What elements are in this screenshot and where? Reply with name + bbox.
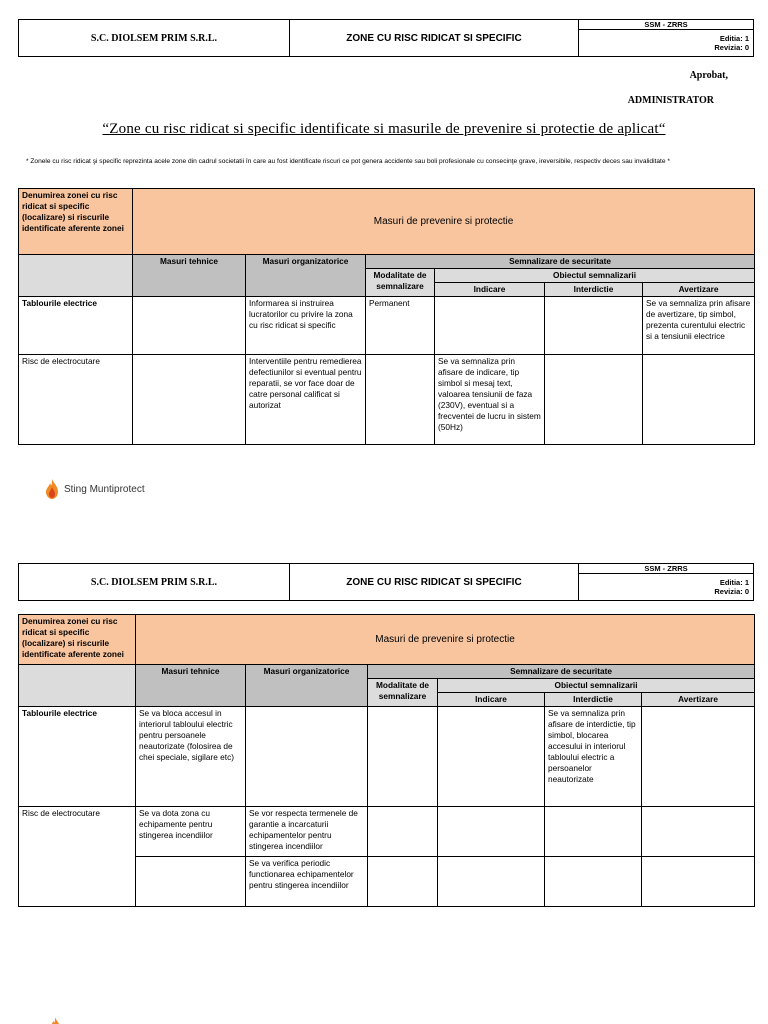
zone-cell: Risc de electrocutare xyxy=(19,355,133,445)
edition: Editia: 1 xyxy=(719,578,749,587)
organizational-header: Masuri organizatorice xyxy=(246,255,366,297)
modality-header: Modalitate de semnalizare xyxy=(368,679,438,707)
empty-header-cell xyxy=(19,665,136,707)
zone-cell: Tablourile electrice xyxy=(19,707,136,807)
modality-cell xyxy=(368,807,438,857)
indication-cell xyxy=(435,297,545,355)
organizational-cell xyxy=(246,707,368,807)
modality-cell: Permanent xyxy=(366,297,435,355)
warning-cell xyxy=(643,355,755,445)
prohibition-cell xyxy=(545,807,642,857)
revision: Revizia: 0 xyxy=(714,43,749,52)
edition-revision xyxy=(579,30,754,57)
company-name: S.C. DIOLSEM PRIM S.R.L. xyxy=(19,20,290,57)
signaling-header: Semnalizare de securitate xyxy=(366,255,755,269)
prohibition-header: Interdictie xyxy=(545,283,643,297)
company-logo-partial xyxy=(48,1016,62,1024)
warning-cell xyxy=(642,707,755,807)
technical-cell xyxy=(136,857,246,907)
zone-header: Denumirea zonei cu risc ridicat si specific (localizare) si riscurile identificate aferente zonei xyxy=(19,615,136,665)
approved-label: Aprobat, xyxy=(689,70,728,81)
flame-icon xyxy=(44,478,60,500)
technical-cell: Se va dota zona cu echipamente pentru stingerea incendiilor xyxy=(136,807,246,857)
warning-header: Avertizare xyxy=(642,693,755,707)
document-header xyxy=(18,19,754,57)
approver-role: ADMINISTRATOR xyxy=(627,95,714,106)
table-row xyxy=(19,807,755,857)
logo-text: Sting Muntiprotect xyxy=(64,483,145,495)
company-logo xyxy=(44,478,145,500)
modality-cell xyxy=(368,857,438,907)
prohibition-cell: Se va semnaliza prin afisare de interdictie, tip simbol, blocarea accesului in interiorul tabloului electric a persoanelor neautorizate xyxy=(545,707,642,807)
modality-cell xyxy=(368,707,438,807)
object-header: Obiectul semnalizarii xyxy=(435,269,755,283)
technical-header: Masuri tehnice xyxy=(136,665,246,707)
technical-cell xyxy=(133,355,246,445)
indication-cell: Se va semnaliza prin afisare de indicare, tip simbol si mesaj text, valoarea tensiunii de faza (230V), eventual si a frecventei de lucru in sistem (50Hz) xyxy=(435,355,545,445)
empty-header-cell xyxy=(19,255,133,297)
indication-header: Indicare xyxy=(438,693,545,707)
document-title: ZONE CU RISC RIDICAT SI SPECIFIC xyxy=(290,20,579,57)
technical-cell xyxy=(133,297,246,355)
table-row xyxy=(19,355,755,445)
indication-header: Indicare xyxy=(435,283,545,297)
risk-table-2 xyxy=(18,614,755,907)
zone-cell: Tablourile electrice xyxy=(19,297,133,355)
modality-header: Modalitate de semnalizare xyxy=(366,269,435,297)
document-title: ZONE CU RISC RIDICAT SI SPECIFIC xyxy=(290,564,579,601)
organizational-cell: Se va verifica periodic functionarea echipamentelor pentru stingerea incendiilor xyxy=(246,857,368,907)
table-row xyxy=(19,707,755,807)
revision: Revizia: 0 xyxy=(714,587,749,596)
modality-cell xyxy=(366,355,435,445)
organizational-header: Masuri organizatorice xyxy=(246,665,368,707)
measures-header: Masuri de prevenire si protectie xyxy=(136,615,755,665)
technical-header: Masuri tehnice xyxy=(133,255,246,297)
object-header: Obiectul semnalizarii xyxy=(438,679,755,693)
footnote: * Zonele cu risc ridicat şi specific reprezinta acele zone din cadrul societatii în care au fost identificate riscuri ce pot genera accidente sau boli profesionale cu consecinţe grave, ireversibile, respectiv deces sau invaliditate * xyxy=(26,158,670,165)
zone-cell: Risc de electrocutare xyxy=(19,807,136,907)
organizational-cell: Se vor respecta termenele de garantie a incarcaturii echipamentelor pentru stingerea incendiilor xyxy=(246,807,368,857)
flame-icon xyxy=(48,1016,62,1024)
organizational-cell: Informarea si instruirea lucratorilor cu privire la zona cu risc ridicat si specific xyxy=(246,297,366,355)
warning-cell xyxy=(642,857,755,907)
edition: Editia: 1 xyxy=(719,34,749,43)
document-code: SSM - ZRRS xyxy=(579,564,754,574)
zone-header: Denumirea zonei cu risc ridicat si specific (localizare) si riscurile identificate aferente zonei xyxy=(19,189,133,255)
indication-cell xyxy=(438,707,545,807)
measures-header: Masuri de prevenire si protectie xyxy=(133,189,755,255)
document-header-page-2 xyxy=(18,563,754,601)
edition-revision xyxy=(579,574,754,601)
indication-cell xyxy=(438,807,545,857)
risk-table-1 xyxy=(18,188,755,445)
document-code: SSM - ZRRS xyxy=(579,20,754,30)
main-title: “Zone cu risc ridicat si specific identificate si masurile de prevenire si protectie de aplicat“ xyxy=(102,121,666,137)
prohibition-cell xyxy=(545,355,643,445)
technical-cell: Se va bloca accesul in interiorul tabloului electric pentru persoanele neautorizate (folosirea de chei speciale, sigilare etc) xyxy=(136,707,246,807)
warning-header: Avertizare xyxy=(643,283,755,297)
warning-cell xyxy=(642,807,755,857)
organizational-cell: Interventiile pentru remedierea defectiunilor si eventual pentru reparatii, se vor face doar de catre personal calificat si autorizat xyxy=(246,355,366,445)
table-row xyxy=(19,297,755,355)
prohibition-header: Interdictie xyxy=(545,693,642,707)
prohibition-cell xyxy=(545,857,642,907)
indication-cell xyxy=(438,857,545,907)
warning-cell: Se va semnaliza prin afisare de avertizare, tip simbol, prezenta curentului electric si a tensiunii electrice xyxy=(643,297,755,355)
company-name: S.C. DIOLSEM PRIM S.R.L. xyxy=(19,564,290,601)
signaling-header: Semnalizare de securitate xyxy=(368,665,755,679)
prohibition-cell xyxy=(545,297,643,355)
